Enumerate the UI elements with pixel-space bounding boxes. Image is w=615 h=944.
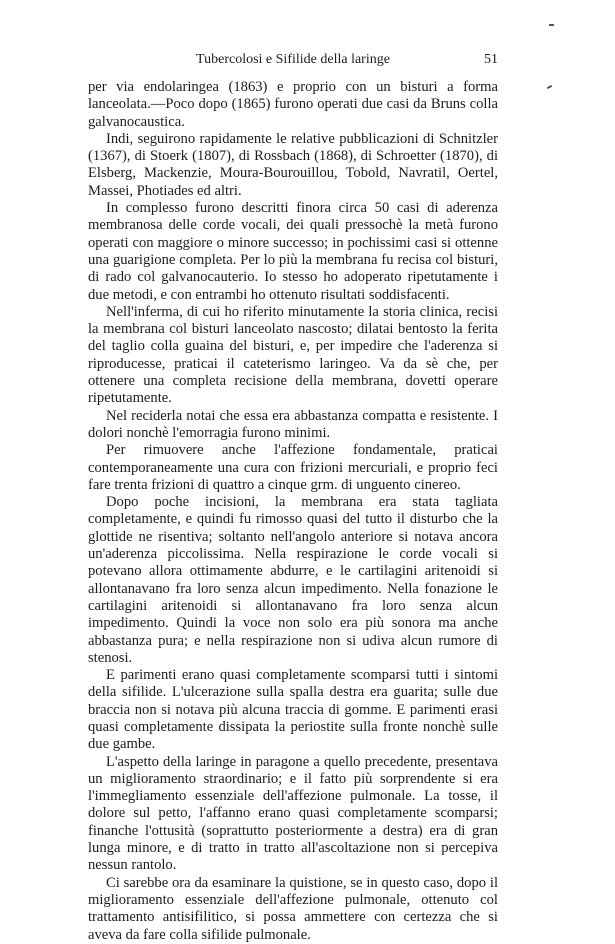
paragraph: In complesso furono descritti finora circa 50 casi di aderenza membranosa delle corde vocali, dei quali pressochè la metà furono operati con maggiore o minore successo; in pochissimi casi si ottenne una guarigione completa. Per lo più la membrana fu recisa col bisturi, di rado col galvanocauterio. Io stesso ho adoperato ripetutamente i due metodi, e con entrambi ho ottenuto risultati soddisfacenti. bbox=[88, 200, 498, 303]
paragraph: Nel reciderla notai che essa era abbastanza compatta e resistente. I dolori nonchè l'emorragia furono minimi. bbox=[88, 407, 498, 441]
margin-mark bbox=[547, 85, 552, 89]
paragraph: Nell'inferma, di cui ho riferito minutamente la storia clinica, recisi la membrana col bisturi lanceolato nascosto; dilatai bentosto la ferita del taglio colla guaina del bisturi, e, per impedire che l'aderenza si riproducesse, praticai il cateterismo laringeo. Va da sè che, per ottenere una completa recisione della membrana, dovetti operare ripetutamente. bbox=[88, 303, 498, 407]
paragraph: Indi, seguirono rapidamente le relative pubblicazioni di Schnitzler (1367), di Stoerk (1807), di Rossbach (1868), di Schroetter (1870), di Elsberg, Mackenzie, Moura-Bourouillou, Tobold, Navratil, Oertel, Massei, Photiades ed altri. bbox=[88, 130, 498, 199]
paragraph: E parimenti erano quasi completamente scomparsi tutti i sintomi della sifilide. L'ulcerazione sulla spalla destra era guarita; sulle due braccia non si notava più alcuna traccia di gomme. E parimenti erasi quasi completamente dissipata la periostite sulla fronte nonchè sulle due gambe. bbox=[88, 667, 498, 753]
paragraph: Per rimuovere anche l'affezione fondamentale, praticai contemporaneamente una cura con frizioni mercuriali, e proprio feci fare trenta frizioni di quattro a cinque grm. di unguento cinereo. bbox=[88, 442, 498, 493]
paragraph: Dopo poche incisioni, la membrana era stata tagliata completamente, e quindi fu rimosso quasi del tutto il disturbo che la glottide ne risentiva; soltanto nell'angolo anteriore si notava ancora un'aderenza piccolissima. Nella respirazione le corde vocali si potevano allora ottimamente abdurre, e le cartilagini aritenoidi si allontanavano fra loro senza alcun impedimento. Nella fonazione le cartilagini aritenoidi si allontanavano fra loro senza alcun impedimento. Quindi la voce non solo era più sonora ma anche abbastanza pura; e nella respirazione non si udiva alcun rumore di stenosi. bbox=[88, 494, 498, 666]
running-header bbox=[88, 52, 498, 72]
paragraph: L'aspetto della laringe in paragone a quello precedente, presentava un miglioramento straordinario; e il fatto più sorprendente si era l'immegliamento essenziale dell'affezione pulmonale. La tosse, il dolore sul petto, l'affanno erano quasi completamente scomparsi; finanche l'ottusità (soprattutto posteriormente a destra) era di gran lunga minore, e di tratto in tratto all'ascoltazione non si percepiva nessun rantolo. bbox=[88, 753, 498, 874]
paragraph: Ci sarebbe ora da esaminare la quistione, se in questo caso, dopo il miglioramento essenziale dell'affezione pulmonale, ottenuto col trattamento antisifilitico, si possa ammettere con certezza che si aveva da fare colla sifilide pulmonale. bbox=[88, 874, 498, 943]
body-text bbox=[88, 79, 498, 944]
paragraph: per via endolaringea (1863) e proprio con un bisturi a forma lanceolata.—Poco dopo (1865) furono operati due casi da Bruns colla galvanocaustica. bbox=[88, 79, 498, 130]
page-number: 51 bbox=[484, 52, 498, 67]
running-title: Tubercolosi e Sifilide della laringe bbox=[196, 52, 390, 67]
margin-mark bbox=[549, 24, 554, 26]
